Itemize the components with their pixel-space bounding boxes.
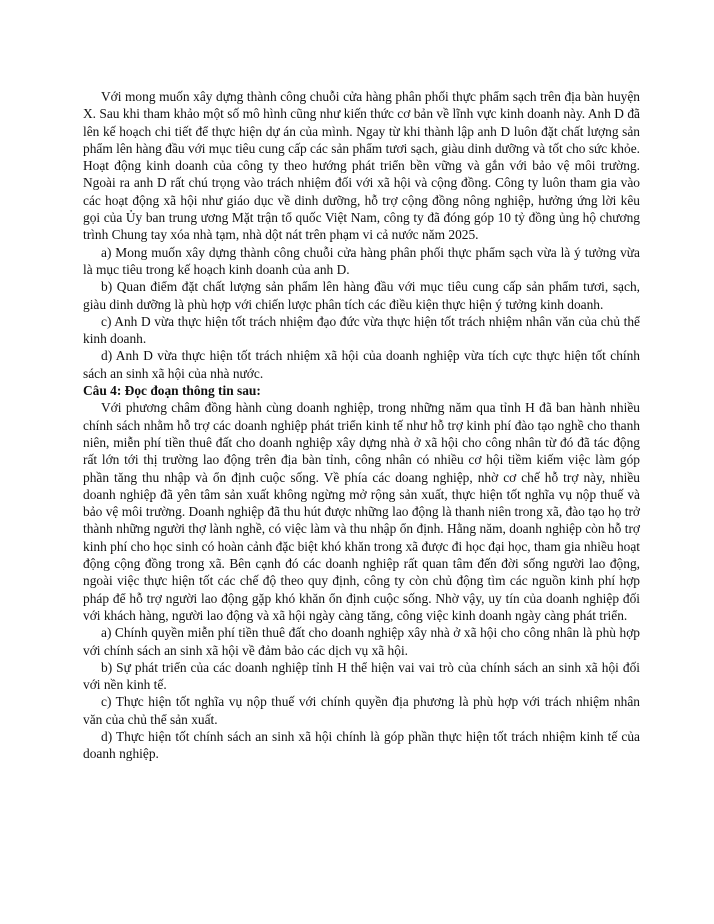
q3-option-c: c) Anh D vừa thực hiện tốt trách nhiệm đạo đức vừa thực hiện tốt trách nhiệm nhân văn của chủ thể kinh doanh. (83, 313, 640, 347)
q3-passage: Với mong muốn xây dựng thành công chuỗi cửa hàng phân phối thực phẩm sạch trên địa bàn huyện X. Sau khi tham khảo một số mô hình cũng như kiến thức cơ bản về lĩnh vực kinh doanh này. Anh D đã lên kế hoạch chi tiết để thực hiện dự án của mình. Ngay từ khi thành lập anh D luôn đặt chất lượng sản phẩm lên hàng đầu với mục tiêu cung cấp các sản phẩm tươi sạch, giàu dinh dưỡng và tốt cho sức khỏe. Hoạt động kinh doanh của công ty theo hướng phát triển bền vững và gắn với bảo vệ môi trường. Ngoài ra anh D rất chú trọng vào trách nhiệm đối với xã hội và cộng đồng. Công ty luôn tham gia vào các hoạt động xã hội như giáo dục về dinh dưỡng, hỗ trợ cộng đồng nông nghiệp, hưởng ứng lời kêu gọi của Ủy ban trung ương Mặt trận tổ quốc Việt Nam, công ty đã đóng góp 10 tỷ đồng ủng hộ chương trình Chung tay xóa nhà tạm, nhà dột nát trên phạm vi cả nước năm 2025. (83, 89, 640, 243)
q4-option-d: d) Thực hiện tốt chính sách an sinh xã hội chính là góp phần thực hiện tốt trách nhiệm kinh tế của doanh nghiệp. (83, 728, 640, 762)
q4-option-c: c) Thực hiện tốt nghĩa vụ nộp thuế với chính quyền địa phương là phù hợp với trách nhiệm nhân văn của chủ thể sản xuất. (83, 694, 640, 727)
q4-option-b: b) Sự phát triển của các doanh nghiệp tỉnh H thể hiện vai vai trò của chính sách an sinh xã hội đối với nền kinh tế. (83, 659, 640, 693)
q3-option-a: a) Mong muốn xây dựng thành công chuỗi cửa hàng phân phối thực phẩm sạch vừa là ý tưởng vừa là mục tiêu trong kế hoạch kinh doanh của anh D. (83, 244, 640, 277)
q3-option-b: b) Quan điểm đặt chất lượng sản phẩm lên hàng đầu với mục tiêu cung cấp sản phẩm tươi, sạch, giàu dinh dưỡng là phù hợp với chiến lược phân tích các điều kiện thực hiện ý tưởng kinh doanh. (83, 279, 640, 312)
q3-option-d: d) Anh D vừa thực hiện tốt trách nhiệm xã hội của doanh nghiệp vừa tích cực thực hiện tốt chính sách an sinh xã hội của nhà nước. (83, 348, 640, 381)
q4-heading: Câu 4: Đọc đoạn thông tin sau: (83, 383, 261, 399)
q4-option-a: a) Chính quyền miễn phí tiền thuê đất cho doanh nghiệp xây nhà ở xã hội cho công nhân là phù hợp với chính sách an sinh xã hội về đảm bảo các dịch vụ xã hội. (83, 625, 640, 658)
q4-passage: Với phương châm đồng hành cùng doanh nghiệp, trong những năm qua tỉnh H đã ban hành nhiều chính sách nhằm hỗ trợ các doanh nghiệp phát triển kinh tế như hỗ trợ kinh phí đào tạo nghề cho thanh niên, miễn phí tiền thuê đất cho doanh nghiệp xây dựng nhà ở xã hội cho công nhân từ đó đã tác động rất lớn tới thị trường lao động trên địa bàn tỉnh, công nhân có nhiều cơ hội tiềm kiếm việc làm góp phần tăng thu nhập và ổn định cuộc sống. Về phía các doang nghiệp, nhờ cơ chế hỗ trợ này, nhiều doanh nghiệp đã yên tâm sản xuất không ngừng mở rộng sản xuất, thực hiện tốt nghĩa vụ nộp thuế và bảo vệ môi trường. Doanh nghiệp đã thu hút được những lao động là thanh niên trong xã, đào tạo họ trở thành những người thợ lành nghề, có việc làm và thu nhập ổn định. Hằng năm, doanh nghiệp còn hỗ trợ kinh phí cho học sinh có hoàn cảnh đặc biệt khó khăn trong xã được đi học đại học, tham gia nhiều hoạt động cộng đồng trong xã. Bên cạnh đó các doanh nghiệp rất quan tâm đến đời sống người lao động, ngoài việc thực hiện tốt các chế độ theo quy định, công ty còn chủ động tìm các nguồn kinh phí hợp pháp để hỗ trợ người lao động gặp khó khăn ổn định cuộc sống. Nhờ vậy, uy tín của doanh nghiệp đối với khách hàng, người lao động và xã hội ngày càng tăng, công việc kinh doanh ngày càng phát triển. (83, 400, 640, 623)
